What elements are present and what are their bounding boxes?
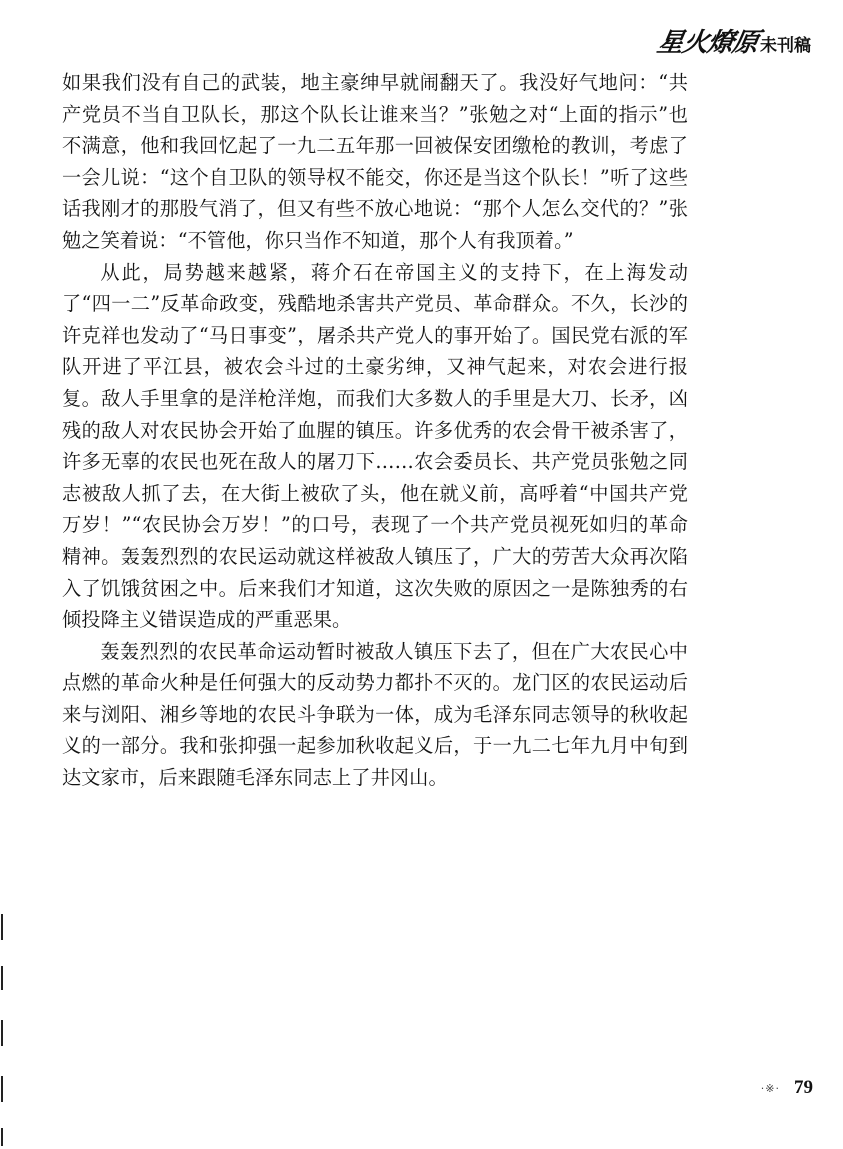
article-body: [62, 67, 688, 794]
page-ornament-icon: ·※·: [760, 1081, 780, 1095]
running-header: [654, 22, 811, 59]
scan-mark: [1, 1020, 3, 1046]
scan-mark: [1, 914, 3, 940]
paragraph-2: 从此，局势越来越紧，蒋介石在帝国主义的支持下，在上海发动了“四一二”反革命政变，残酷地杀害共产党员、革命群众。不久，长沙的许克祥也发动了“马日事变”，屠杀共产党人的事开始了。国民党右派的军队开进了平江县，被农会斗过的土豪劣绅，又神气起来，对农会进行报复。敌人手里拿的是洋枪洋炮，而我们大多数人的手里是大刀、长矛，凶残的敌人对农民协会开始了血腥的镇压。许多优秀的农会骨干被杀害了，许多无辜的农民也死在敌人的屠刀下……农会委员长、共产党员张勉之同志被敌人抓了去，在大街上被砍了头，他在就义前，高呼着“中国共产党万岁！”“农民协会万岁！”的口号，表现了一个共产党员视死如归的革命精神。轰轰烈烈的农民运动就这样被敌人镇压了，广大的劳苦大众再次陷入了饥饿贫困之中。后来我们才知道，这次失败的原因之一是陈独秀的右倾投降主义错误造成的严重恶果。: [62, 260, 688, 632]
paragraph-1: 如果我们没有自己的武装，地主豪绅早就闹翻天了。我没好气地问：“共产党员不当自卫队长，那这个队长让谁来当？”张勉之对“上面的指示”也不满意，他和我回忆起了一九二五年那一回被保安团缴枪的教训，考虑了一会儿说：“这个自卫队的领导权不能交，你还是当这个队长！”听了这些话我刚才的那股气消了，但又有些不放心地说：“那个人怎么交代的？”张勉之笑着说：“不管他，你只当作不知道，那个人有我顶着。”: [62, 71, 688, 252]
page-number: 79: [794, 1077, 813, 1098]
publication-subtitle: 未刊稿: [760, 36, 811, 56]
scan-edge-marks: [0, 900, 6, 1149]
scan-mark: [1, 966, 3, 990]
paragraph-3: 轰轰烈烈的农民革命运动暂时被敌人镇压下去了，但在广大农民心中点燃的革命火种是任何强大的反动势力都扑不灭的。龙门区的农民运动后来与浏阳、湘乡等地的农民斗争联为一体，成为毛泽东同志领导的秋收起义的一部分。我和张抑强一起参加秋收起义后，于一九二七年九月中旬到达文家市，后来跟随毛泽东同志上了井冈山。: [62, 639, 688, 790]
scan-mark: [1, 1076, 3, 1102]
scan-mark: [1, 1128, 3, 1146]
publication-logo: 星火燎原: [654, 28, 761, 58]
page-footer: [761, 1077, 813, 1099]
